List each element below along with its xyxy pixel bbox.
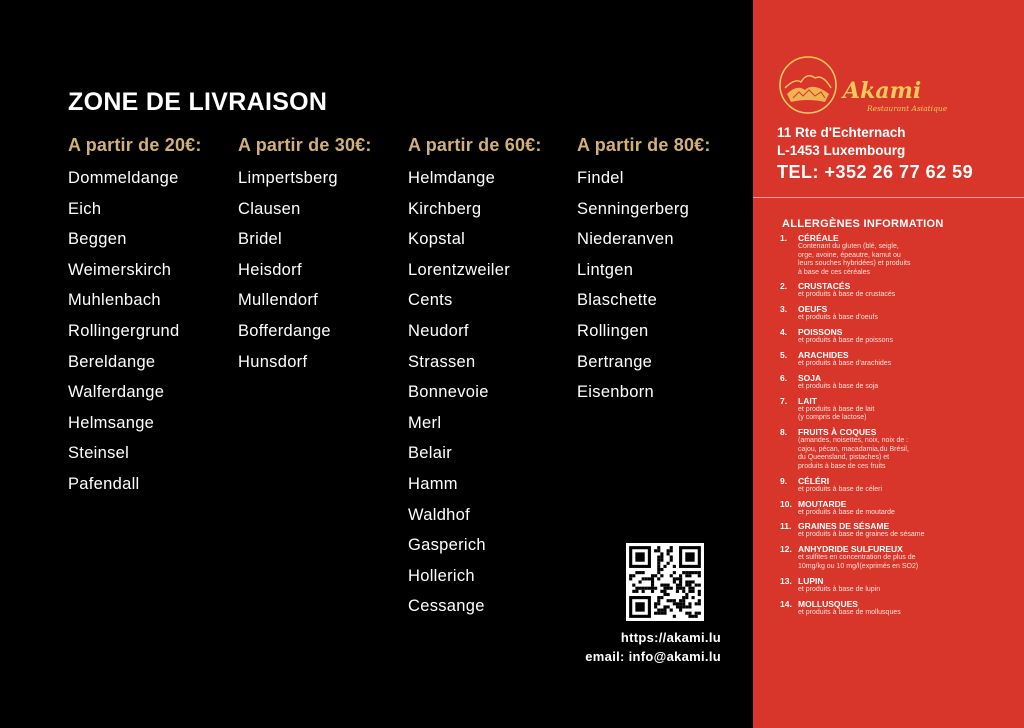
- address-line-1: 11 Rte d'Echternach: [777, 125, 906, 140]
- town-item: Merl: [408, 413, 442, 432]
- allergens-list: [780, 233, 1012, 621]
- allergen-name: LAIT: [798, 395, 817, 406]
- town-item: Strassen: [408, 352, 476, 371]
- qr-code-icon[interactable]: [626, 543, 704, 621]
- allergen-description: et produits à base de crustacés: [798, 291, 896, 299]
- allergen-description: 10mg/kg ou 10 mg/l(exprimés en SO2): [798, 562, 919, 570]
- divider: [753, 197, 1024, 198]
- allergen-item: [780, 576, 1012, 595]
- allergen-number: 6.: [780, 372, 788, 383]
- allergen-description: et produits à base de lait: [798, 405, 875, 413]
- town-item: Dommeldange: [68, 169, 179, 187]
- town-item: Mullendorf: [238, 291, 319, 310]
- email-link[interactable]: email: info@akami.lu: [585, 649, 721, 664]
- allergen-item: [780, 476, 1012, 495]
- allergen-item: [780, 396, 1012, 423]
- zone-heading: A partir de 60€:: [408, 135, 542, 155]
- zone-heading: A partir de 80€:: [577, 135, 711, 155]
- town-item: Hamm: [408, 474, 458, 493]
- allergen-description: et produits à base d'oeufs: [798, 314, 878, 322]
- allergen-description: et produits à base de soja: [798, 382, 879, 390]
- town-item: Rollingergrund: [68, 321, 180, 340]
- allergen-number: 10.: [780, 498, 792, 509]
- page-title: ZONE DE LIVRAISON: [68, 88, 328, 116]
- allergen-name: GRAINES DE SÉSAME: [798, 521, 890, 532]
- zone-heading: A partir de 20€:: [68, 135, 202, 155]
- town-item: Eich: [68, 199, 102, 218]
- allergen-name: CRUSTACÉS: [798, 281, 851, 292]
- town-item: Findel: [577, 169, 624, 187]
- town-list: [408, 165, 578, 624]
- zone-column-20: [68, 133, 238, 502]
- zone-column-30: [238, 133, 408, 379]
- zone-column-80: [577, 133, 747, 410]
- allergen-number: 11.: [780, 521, 792, 532]
- allergen-description: à base de ces céréales: [798, 268, 870, 276]
- town-item: Steinsel: [68, 444, 130, 463]
- allergen-description: et produits à base de céleri: [798, 485, 883, 493]
- allergen-description: et produits à base de graines de sésame: [798, 531, 925, 539]
- allergen-name: MOUTARDE: [798, 498, 847, 509]
- town-item: Beggen: [68, 230, 127, 249]
- town-item: Bonnevoie: [408, 383, 489, 402]
- allergen-description: et produits à base de lupin: [798, 585, 881, 593]
- allergen-description: cajou, pécan, macadamia,du Brésil,: [798, 445, 909, 453]
- allergen-number: 14.: [780, 598, 792, 609]
- town-item: Hunsdorf: [238, 352, 308, 371]
- allergen-name: OEUFS: [798, 304, 828, 315]
- allergen-item: [780, 350, 1012, 369]
- allergen-number: 4.: [780, 327, 788, 338]
- allergen-name: POISSONS: [798, 327, 843, 338]
- allergen-item: [780, 281, 1012, 300]
- town-item: Neudorf: [408, 321, 469, 340]
- allergen-item: [780, 427, 1012, 471]
- allergen-item: [780, 521, 1012, 540]
- allergen-number: 2.: [780, 281, 788, 292]
- allergen-description: (y compris de lactose): [798, 414, 867, 422]
- town-item: Bertrange: [577, 352, 653, 371]
- allergen-description: (amandes, noisettes, noix, noix de :: [798, 437, 909, 445]
- allergen-item: [780, 304, 1012, 323]
- town-item: Kirchberg: [408, 199, 482, 218]
- brand-name: Akami: [843, 78, 922, 104]
- allergen-number: 13.: [780, 575, 792, 586]
- allergen-number: 12.: [780, 544, 792, 555]
- town-item: Bofferdange: [238, 321, 331, 340]
- allergen-item: [780, 233, 1012, 277]
- allergen-number: 5.: [780, 350, 788, 361]
- mountain-sun-icon: [777, 54, 839, 116]
- town-item: Weimerskirch: [68, 260, 172, 279]
- town-list: [68, 165, 238, 502]
- town-item: Cents: [408, 291, 453, 310]
- allergen-item: [780, 373, 1012, 392]
- allergens-title: ALLERGÈNES INFORMATION: [782, 218, 944, 230]
- town-item: Limpertsberg: [238, 169, 338, 187]
- allergen-description: du Queensland, pistaches) et: [798, 454, 890, 462]
- town-item: Heisdorf: [238, 260, 302, 279]
- town-item: Rollingen: [577, 321, 649, 340]
- website-link[interactable]: https://akami.lu: [620, 630, 721, 645]
- brand-subtitle: Restaurant Asiatique: [867, 104, 948, 113]
- town-item: Bridel: [238, 230, 282, 249]
- town-list: [238, 165, 408, 379]
- town-item: Muhlenbach: [68, 291, 161, 310]
- town-item: Kopstal: [408, 230, 466, 249]
- allergen-item: [780, 544, 1012, 571]
- town-item: Eisenborn: [577, 383, 654, 402]
- allergen-name: ARACHIDES: [798, 350, 849, 361]
- town-item: Clausen: [238, 199, 301, 218]
- town-item: Belair: [408, 444, 452, 463]
- allergen-number: 7.: [780, 395, 788, 406]
- town-item: Niederanven: [577, 230, 674, 249]
- allergen-item: [780, 499, 1012, 518]
- allergen-item: [780, 599, 1012, 618]
- phone-number[interactable]: TEL: +352 26 77 62 59: [777, 162, 974, 182]
- allergen-name: SOJA: [798, 372, 822, 383]
- allergen-number: 8.: [780, 427, 788, 438]
- town-item: Bereldange: [68, 352, 156, 371]
- town-item: Helmdange: [408, 169, 496, 187]
- town-item: Hollerich: [408, 566, 475, 585]
- allergen-number: 9.: [780, 475, 788, 486]
- zone-heading: A partir de 30€:: [238, 135, 372, 155]
- allergen-description: orge, avoine, épeautre, kamut ou: [798, 251, 901, 259]
- town-item: Waldhof: [408, 505, 471, 524]
- allergen-description: et sulfites en concentration de plus de: [798, 554, 916, 562]
- zone-column-60: [408, 133, 578, 624]
- logo: [777, 52, 1007, 122]
- town-item: Senningerberg: [577, 199, 690, 218]
- allergen-name: CÉLÉRI: [798, 475, 830, 486]
- allergen-item: [780, 327, 1012, 346]
- town-item: Blaschette: [577, 291, 658, 310]
- town-item: Lorentzweiler: [408, 260, 511, 279]
- allergen-description: et produits à base de poissons: [798, 337, 893, 345]
- allergen-name: MOLLUSQUES: [798, 598, 858, 609]
- town-list: [577, 165, 747, 410]
- town-item: Walferdange: [68, 383, 165, 402]
- town-item: Gasperich: [408, 536, 486, 555]
- restaurant-info-panel: [753, 0, 1024, 728]
- allergen-number: 1.: [780, 233, 788, 243]
- allergen-name: FRUITS À COQUES: [798, 427, 877, 438]
- allergen-description: et produits à base d'arachides: [798, 360, 892, 368]
- allergen-description: et produits à base de mollusques: [798, 608, 901, 616]
- allergen-number: 3.: [780, 304, 788, 315]
- town-item: Lintgen: [577, 260, 634, 279]
- address-line-2: L-1453 Luxembourg: [777, 143, 906, 158]
- allergen-description: Contenant du gluten (blé, seigle,: [798, 243, 899, 250]
- allergen-description: produits à base de ces fruits: [798, 462, 886, 470]
- allergen-name: LUPIN: [798, 575, 824, 586]
- allergen-description: leurs souches hybridées) et produits: [798, 260, 911, 267]
- town-item: Cessange: [408, 597, 485, 616]
- allergen-name: CÉRÉALE: [798, 233, 839, 243]
- allergen-description: et produits à base de moutarde: [798, 508, 895, 516]
- town-item: Helmsange: [68, 413, 155, 432]
- town-item: Pafendall: [68, 474, 140, 493]
- allergen-name: ANHYDRIDE SULFUREUX: [798, 544, 903, 555]
